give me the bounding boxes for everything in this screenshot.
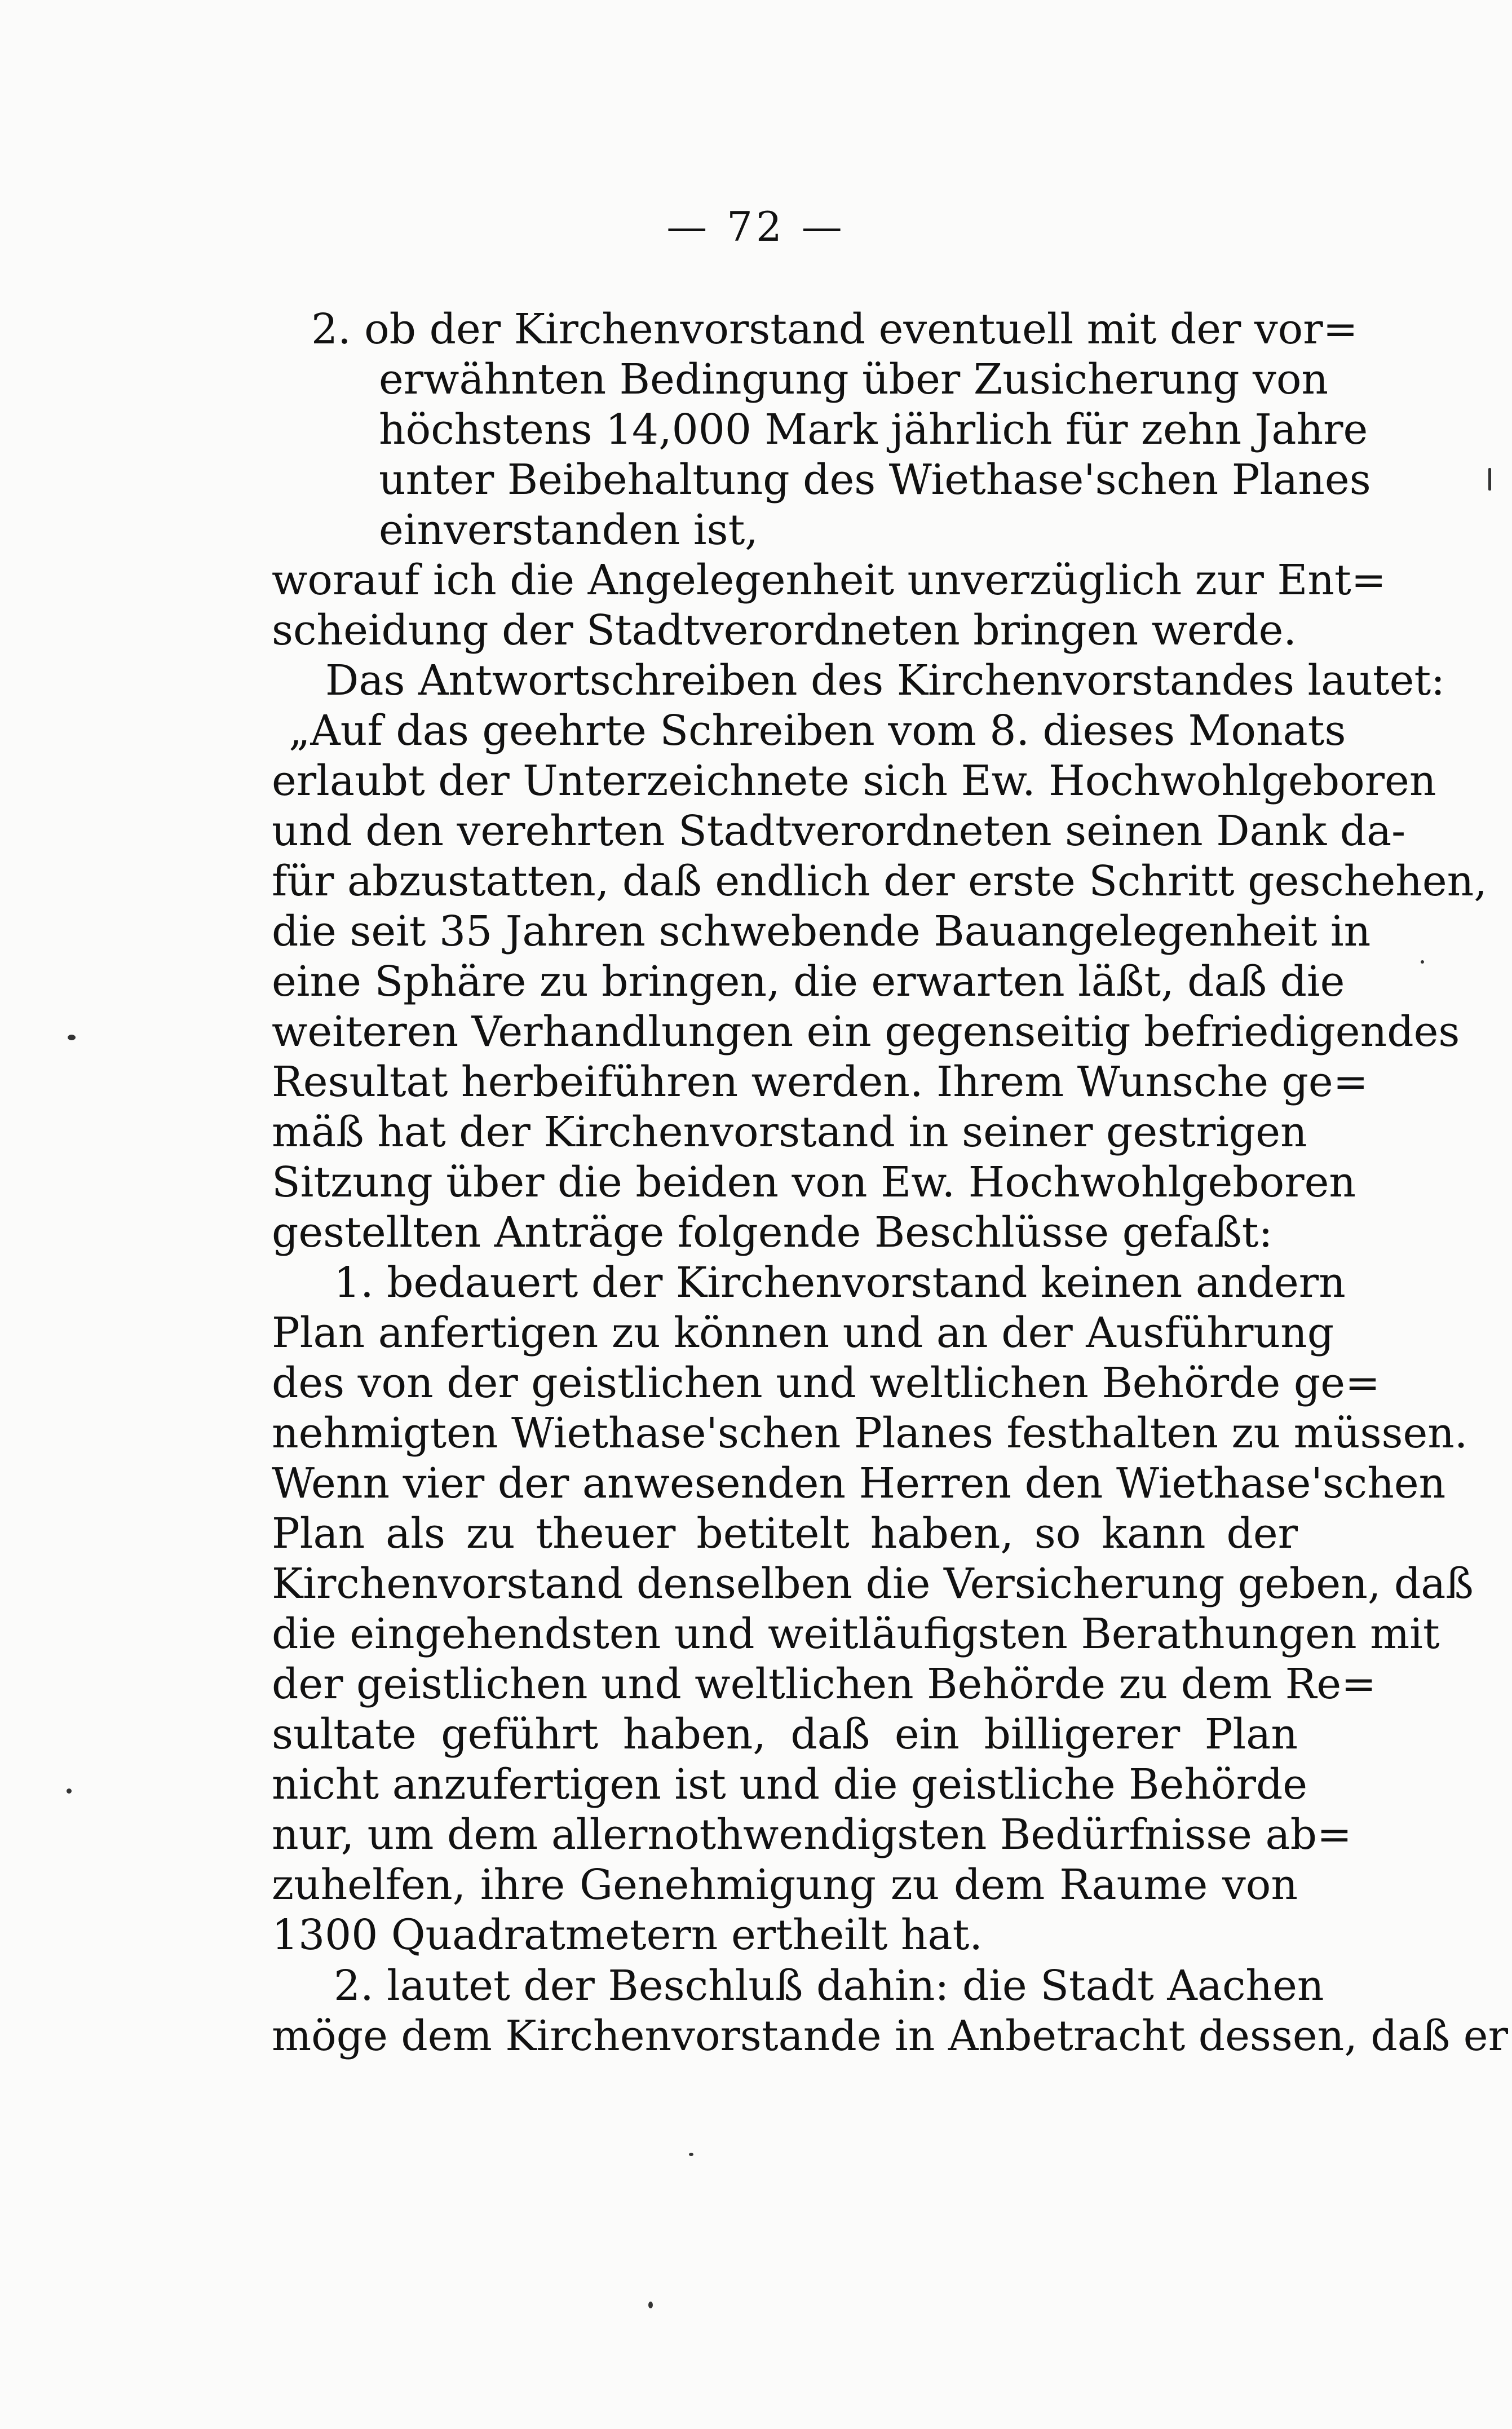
text-line: die eingehendsten und weitläufigsten Berathungen mit	[272, 1610, 1440, 1658]
text-line: höchstens 14,000 Mark jährlich für zehn Jahre	[379, 405, 1368, 454]
text-line: möge dem Kirchenvorstande in Anbetracht dessen, daß er	[272, 2012, 1508, 2060]
scan-speck	[1421, 960, 1424, 964]
text-line: Das Antwortschreiben des Kirchenvorstandes lautet:	[325, 656, 1445, 705]
text-line: und den verehrten Stadtverordneten seinen Dank da-	[272, 807, 1406, 855]
text-line: 2. ob der Kirchenvorstand eventuell mit der vor=	[311, 305, 1358, 354]
paragraph-worauf	[272, 555, 1386, 656]
text-line: nehmigten Wiethase'schen Planes festhalten zu müssen.	[272, 1409, 1468, 1458]
text-line: des von der geistlichen und weltlichen Behörde ge=	[272, 1359, 1380, 1407]
text-line: Plan als zu theuer betitelt haben, so kann der	[272, 1509, 1298, 1558]
resolution-2	[272, 1961, 1508, 2061]
text-line: Resultat herbeiführen werden. Ihrem Wunsche ge=	[272, 1058, 1368, 1106]
paragraph-antwortschreiben	[272, 656, 1487, 1258]
text-line: mäß hat der Kirchenvorstand in seiner gestrigen	[272, 1108, 1307, 1156]
page-number: — 72 —	[666, 203, 846, 250]
text-line: Wenn vier der anwesenden Herren den Wiethase'schen	[272, 1459, 1446, 1508]
text-line: worauf ich die Angelegenheit unverzüglich zur Ent=	[272, 556, 1386, 604]
text-line: unter Beibehaltung des Wiethase'schen Planes	[379, 456, 1371, 504]
text-line: 1300 Quadratmetern ertheilt hat.	[272, 1911, 983, 1959]
text-line: erwähnten Bedingung über Zusicherung von	[379, 355, 1329, 404]
text-line: scheidung der Stadtverordneten bringen werde.	[272, 606, 1297, 655]
text-line: der geistlichen und weltlichen Behörde zu dem Re=	[272, 1660, 1377, 1708]
scan-speck	[1488, 468, 1491, 491]
text-line: zuhelfen, ihre Genehmigung zu dem Raume von	[272, 1861, 1298, 1909]
text-line: sultate geführt haben, daß ein billigerer Plan	[272, 1710, 1298, 1759]
text-line: nur, um dem allernothwendigsten Bedürfnisse ab=	[272, 1810, 1352, 1859]
scan-speck	[68, 1035, 76, 1040]
text-line: 1. bedauert der Kirchenvorstand keinen andern	[334, 1258, 1346, 1307]
resolution-1	[272, 1258, 1474, 1960]
text-line: einverstanden ist,	[379, 506, 758, 554]
text-line: nicht anzufertigen ist und die geistliche Behörde	[272, 1760, 1308, 1809]
text-line: gestellten Anträge folgende Beschlüsse gefaßt:	[272, 1208, 1273, 1257]
item-2-block	[272, 304, 1371, 555]
text-line: „Auf das geehrte Schreiben vom 8. dieses Monats	[289, 706, 1346, 755]
text-line: für abzustatten, daß endlich der erste Schritt geschehen,	[272, 857, 1487, 906]
text-line: 2. lautet der Beschluß dahin: die Stadt Aachen	[334, 1962, 1324, 2010]
text-line: Sitzung über die beiden von Ew. Hochwohlgeboren	[272, 1158, 1356, 1207]
text-line: erlaubt der Unterzeichnete sich Ew. Hochwohlgeboren	[272, 757, 1436, 805]
scan-speck	[67, 1788, 72, 1794]
text-line: die seit 35 Jahren schwebende Bauangelegenheit in	[272, 907, 1371, 956]
scan-speck	[689, 2153, 693, 2156]
text-line: Plan anfertigen zu können und an der Ausführung	[272, 1309, 1334, 1357]
text-line: weiteren Verhandlungen ein gegenseitig befriedigendes	[272, 1008, 1460, 1056]
text-line: Kirchenvorstand denselben die Versicherung geben, daß	[272, 1560, 1474, 1608]
text-line: eine Sphäre zu bringen, die erwarten läßt, daß die	[272, 957, 1345, 1006]
scan-speck	[648, 2302, 653, 2308]
